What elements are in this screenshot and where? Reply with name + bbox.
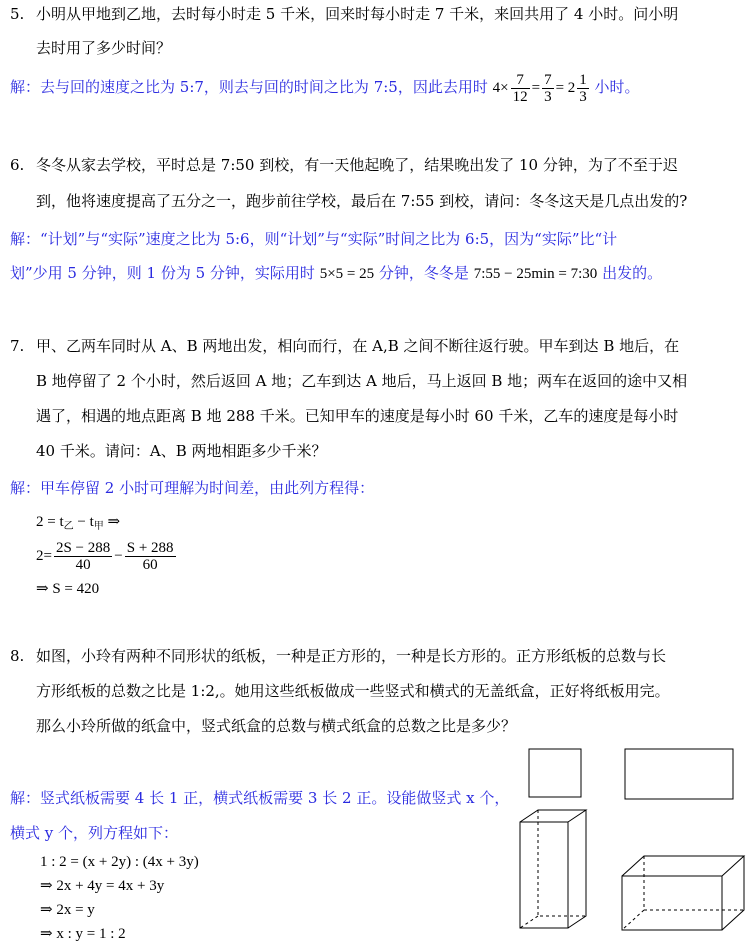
q7-eq1-a: 2 = t (36, 514, 64, 530)
rectangle-board-figure (624, 748, 736, 802)
q7-line1 (10, 336, 679, 356)
q5-line2: 去时用了多少时间？ (36, 39, 172, 57)
q6-line2: 到，他将速度提高了五分之一，跑步前往学校，最后在 7:55 到校，请问：冬冬这天是几点出发的? (36, 192, 688, 210)
q5-solution (10, 70, 640, 105)
q7-eq1-sub1: 乙 (63, 521, 74, 532)
q8-sol-line2: 横式 y 个，列方程如下： (10, 824, 179, 842)
q5-frac2-num: 7 (544, 72, 552, 89)
q6-sol-2a: 划”少用 5 分钟，则 1 份为 5 分钟，实际用时 (10, 264, 315, 282)
q8-eq2: ⇒ 2x + 4y = 4x + 3y (40, 878, 165, 894)
q5-frac1 (511, 72, 530, 105)
q8-line3: 那么小玲所做的纸盒中，竖式纸盒的总数与横式纸盒的总数之比是多少？ (36, 717, 517, 735)
q5-frac1-num: 7 (511, 72, 530, 89)
q5-number: 5. (10, 5, 25, 23)
q5-formula (492, 72, 595, 106)
q6-sol-line2 (10, 263, 662, 284)
q6-math1: 5×5 = 25 (319, 266, 375, 282)
q8-number: 8. (10, 647, 25, 665)
q5-unit: 小时。 (594, 78, 640, 96)
q7-eq2-frac1 (54, 540, 112, 573)
q8-line1 (10, 646, 666, 666)
q5-frac3-num: 1 (579, 72, 587, 89)
q5-eq2: = 2 (555, 80, 576, 96)
q5-m-4x: 4× (492, 80, 509, 96)
q7-eq2-frac2-den: 60 (142, 557, 158, 574)
q8-text-1: 如图，小玲有两种不同形状的纸板，一种是正方形的，一种是长方形的。正方形纸板的总数与长 (36, 647, 667, 665)
square-board-figure (528, 748, 584, 800)
q6-math2: 7:55 − 25min = 7:30 (473, 266, 598, 282)
horizontal-box-figure (618, 852, 752, 934)
q6-sol-2c: 出发的。 (602, 264, 663, 282)
q5-sol-prefix: 解： (10, 78, 41, 96)
q7-eq2-minus: − (114, 548, 123, 564)
q7-eq2-frac1-num: 2S − 288 (55, 540, 111, 557)
q6-text-1: 冬冬从家去学校，平时总是 7:50 到校，有一天他起晚了，结果晚出发了 10 分钟，为了不至于迟 (36, 156, 678, 174)
q5-frac1-den: 12 (512, 89, 528, 106)
q5-frac2-den: 3 (544, 89, 552, 106)
q8-line2: 方形纸板的总数之比是 1:2,。她用这些纸板做成一些竖式和横式的无盖纸盒，正好将纸板用完。 (36, 682, 670, 700)
q5-frac2 (542, 72, 554, 105)
q7-solution: 解：甲车停留 2 小时可理解为时间差，由此列方程得： (10, 479, 375, 497)
q7-eq3: ⇒ S = 420 (36, 581, 100, 597)
q7-number: 7. (10, 337, 25, 355)
q8-eq1: 1 : 2 = (x + 2y) : (4x + 3y) (40, 854, 199, 870)
q7-eq1 (36, 512, 120, 537)
vertical-box-figure (516, 808, 592, 932)
q7-eq1-c: ⇒ (103, 514, 121, 530)
q5-text-1: 小明从甲地到乙地，去时每小时走 5 千米，回来时每小时走 7 千米，来回共用了 4 小时。问小明 (36, 5, 679, 23)
q7-text-1: 甲、乙两车同时从 A、B 两地出发，相向而行，在 A,B 之间不断往返行驶。甲车到达 B 地后，在 (36, 337, 680, 355)
q8-eq4: ⇒ x : y = 1 : 2 (40, 926, 126, 942)
q7-line2: B 地停留了 2 个小时，然后返回 A 地；乙车到达 A 地后，马上返回 B 地；两车在返回的途中又相 (36, 372, 688, 390)
q7-eq1-b: − t (73, 514, 94, 530)
q7-eq1-sub2: 甲 (93, 521, 104, 532)
q5-sol-text: 去与回的速度之比为 5:7，则去与回的时间之比为 7:5，因此去用时 (40, 78, 488, 96)
q5-line1 (10, 4, 678, 24)
q7-eq2 (36, 536, 178, 576)
q7-eq2-frac2 (125, 540, 176, 573)
q8-sol-line1: 解：竖式纸板需要 4 长 1 正，横式纸板需要 3 长 2 正。设能做竖式 x 个， (10, 789, 510, 807)
q6-sol-2b: 分钟，冬冬是 (378, 264, 469, 282)
q5-eq: = (531, 80, 541, 96)
q7-line3: 遇了，相遇的地点距离 B 地 288 千米。已知甲车的速度是每小时 60 千米，乙车的速度是每小时 (36, 407, 679, 425)
q5-frac3 (577, 72, 589, 105)
q7-eq2-pre: 2= (36, 548, 52, 564)
q6-number: 6. (10, 156, 25, 174)
q8-eq3: ⇒ 2x = y (40, 902, 95, 918)
q7-eq2-frac1-den: 40 (75, 557, 91, 574)
q7-line4: 40 千米。请问：A、B 两地相距多少千米？ (36, 442, 327, 460)
q7-eq2-frac2-num: S + 288 (126, 540, 174, 557)
q5-frac3-den: 3 (579, 89, 587, 106)
q6-line1 (10, 155, 678, 175)
q6-sol-line1: 解：“计划”与“实际”速度之比为 5:6，则“计划”与“实际”时间之比为 6:5，因为“实际”比“计 (10, 230, 618, 248)
